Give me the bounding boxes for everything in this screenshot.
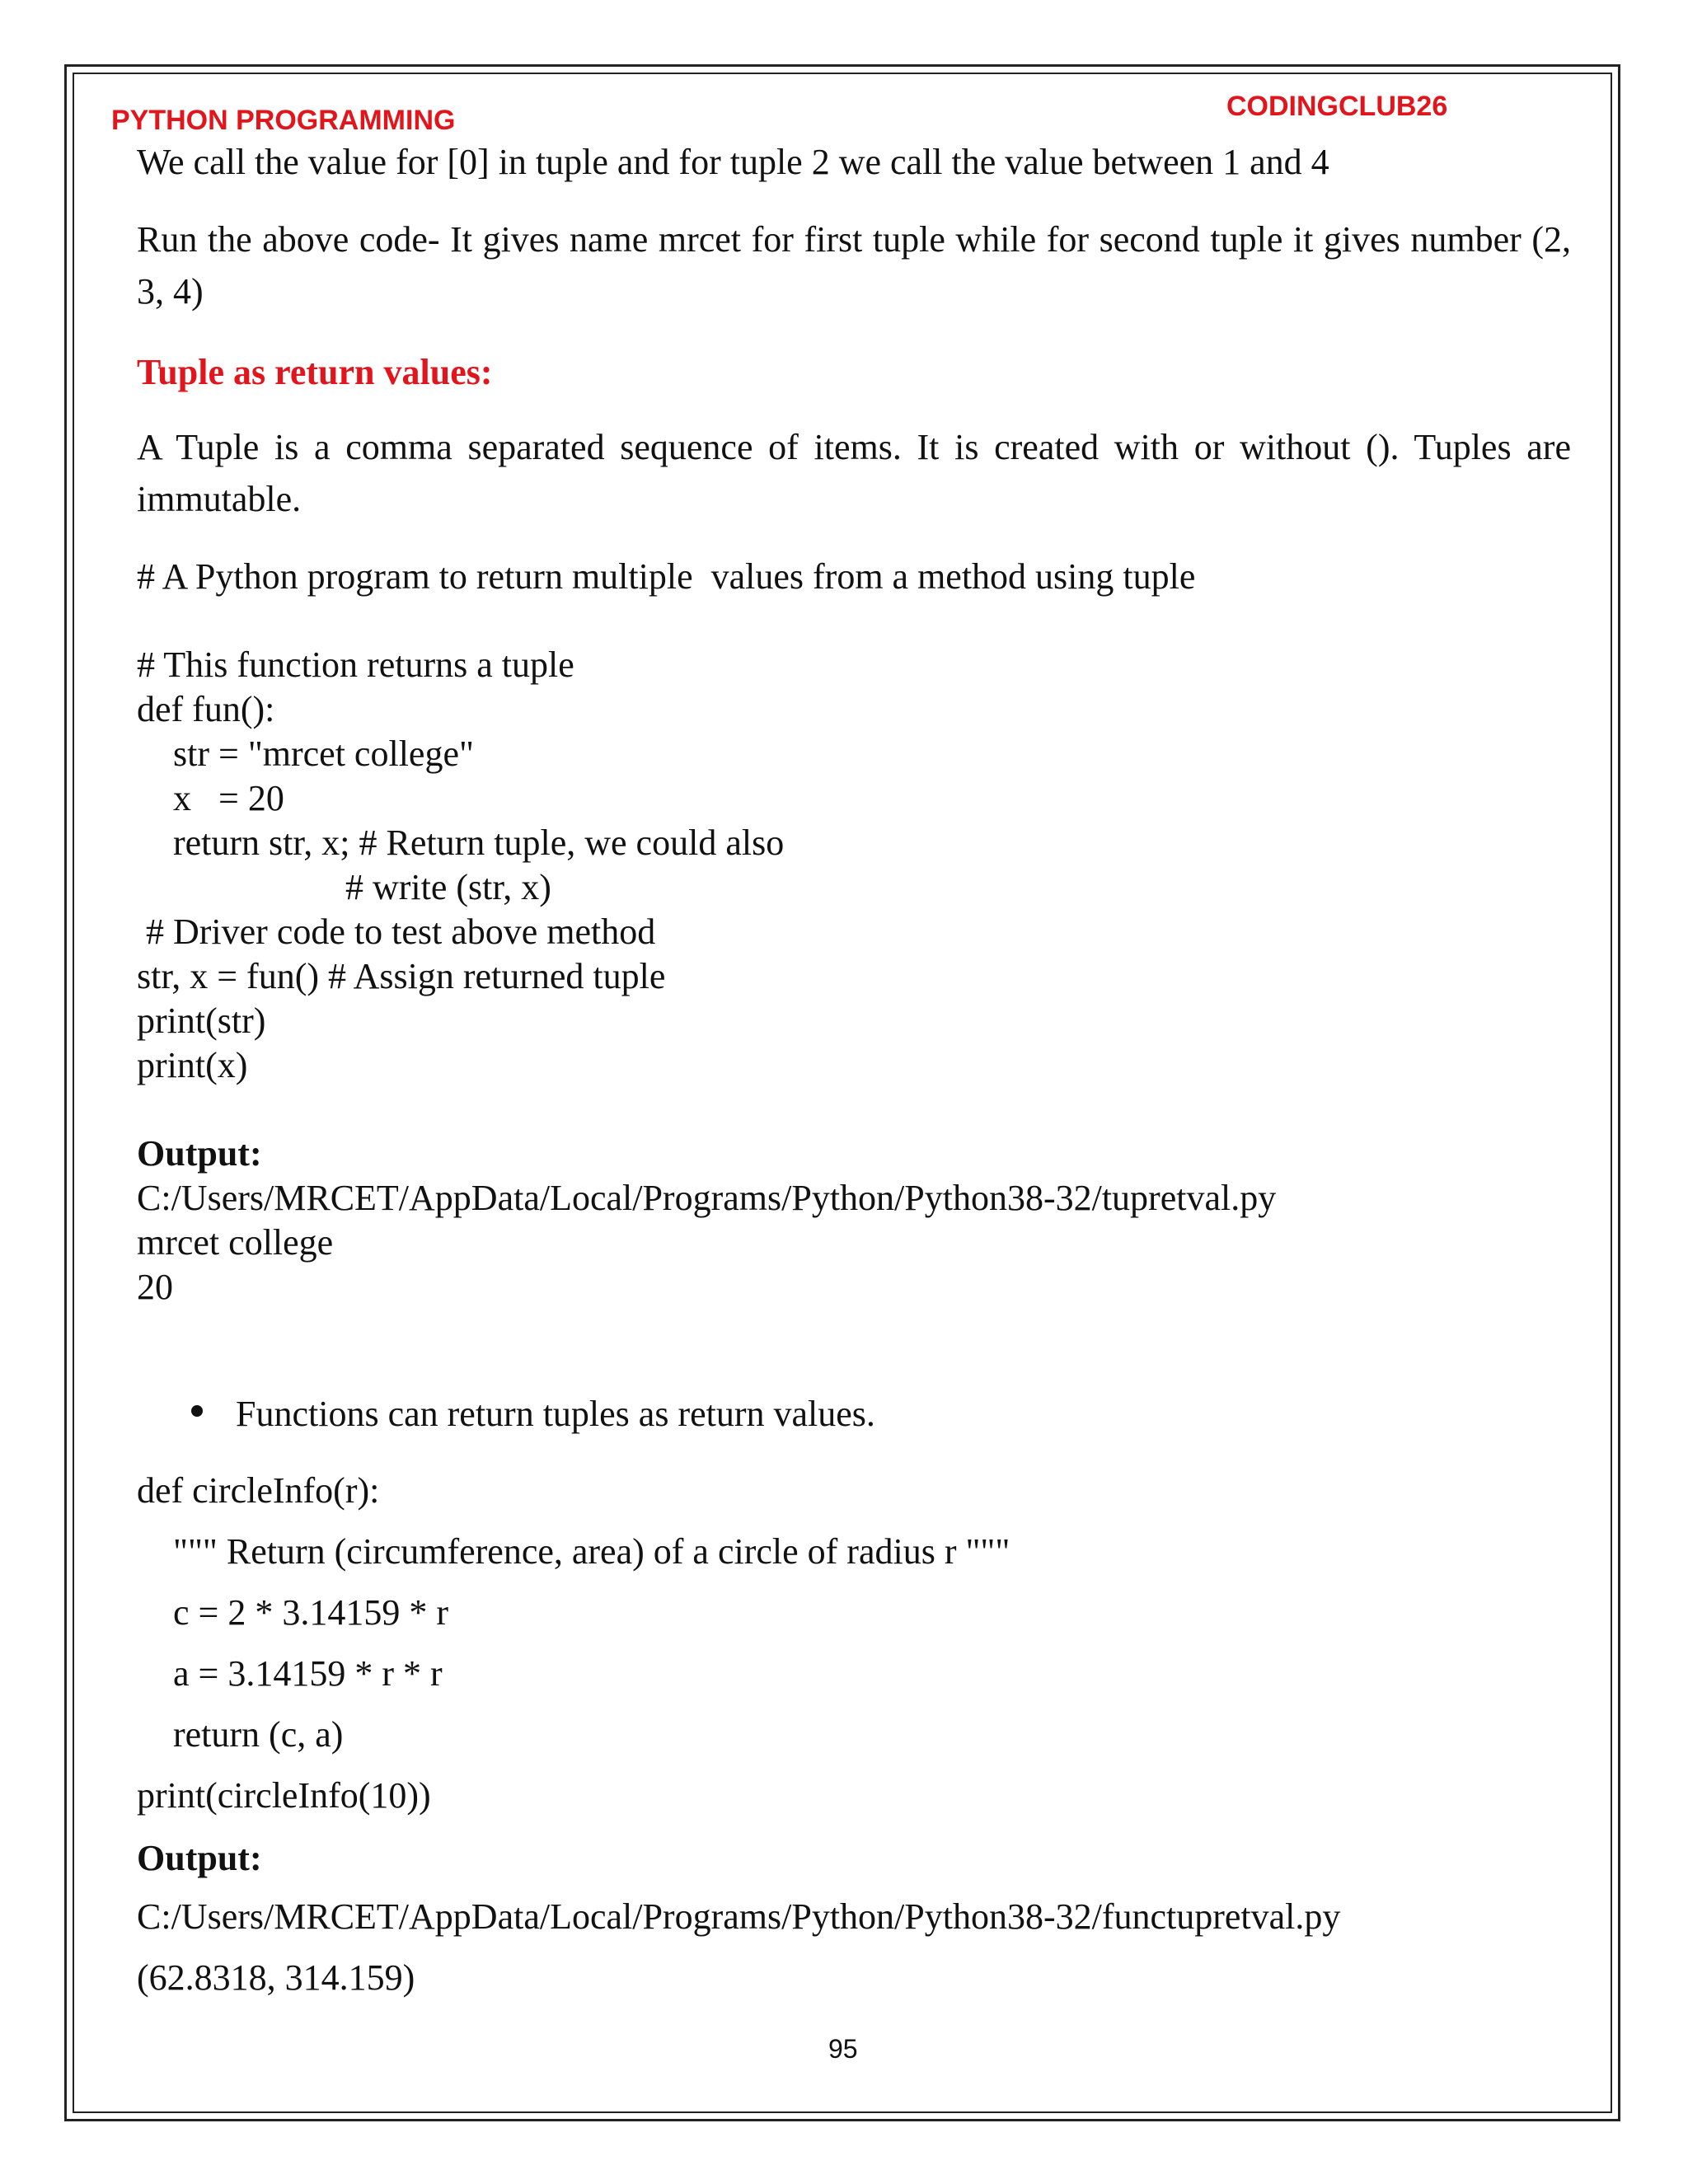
code2-line: c = 2 * 3.14159 * r <box>137 1592 448 1633</box>
section-description: A Tuple is a comma separated sequence of items. It is created with or without (). Tuples are immutable. <box>137 427 1571 519</box>
code1-line: print(str) <box>137 1001 266 1041</box>
code1-line: # This function returns a tuple <box>137 644 574 685</box>
output1-line: mrcet college <box>137 1222 334 1263</box>
code1-line: # write (str, x) <box>137 867 551 907</box>
output2-line: C:/Users/MRCET/AppData/Local/Programs/Python/Python38-32/functupretval.py <box>137 1896 1341 1937</box>
intro-paragraph: Run the above code- It gives name mrcet for first tuple while for second tuple it gives number (2, 3, 4) <box>137 219 1571 312</box>
output2-line: (62.8318, 314.159) <box>137 1957 415 1998</box>
page-number: 95 <box>828 2034 858 2064</box>
code1-line: return str, x; # Return tuple, we could also <box>137 823 785 863</box>
output2-label: Output: <box>137 1838 262 1878</box>
code1-line: # Driver code to test above method <box>137 912 656 952</box>
code2-line: print(circleInfo(10)) <box>137 1775 431 1816</box>
code2-line: def circleInfo(r): <box>137 1470 380 1511</box>
section-heading: Tuple as return values: <box>137 352 493 392</box>
bullet-icon <box>191 1405 203 1417</box>
code2-line: """ Return (circumference, area) of a circle of radius r """ <box>137 1531 1010 1572</box>
code1-line: x = 20 <box>137 778 284 818</box>
code1-comment: # A Python program to return multiple values from a method using tuple <box>137 556 1196 597</box>
intro-line: We call the value for [0] in tuple and for tuple 2 we call the value between 1 and 4 <box>137 142 1329 182</box>
header-right: CODINGCLUB26 <box>1226 91 1448 122</box>
code2-line: a = 3.14159 * r * r <box>137 1653 443 1694</box>
code1-line: print(x) <box>137 1045 248 1085</box>
output1-label: Output: <box>137 1133 262 1174</box>
code1-line: def fun(): <box>137 689 275 729</box>
output1-line: C:/Users/MRCET/AppData/Local/Programs/Python/Python38-32/tupretval.py <box>137 1178 1277 1218</box>
code1-line: str = "mrcet college" <box>137 733 474 774</box>
header-left: PYTHON PROGRAMMING <box>111 105 456 136</box>
code1-line: str, x = fun() # Assign returned tuple <box>137 956 666 996</box>
bullet-text: Functions can return tuples as return values. <box>236 1394 875 1434</box>
output1-line: 20 <box>137 1267 173 1307</box>
code2-line: return (c, a) <box>137 1714 344 1755</box>
